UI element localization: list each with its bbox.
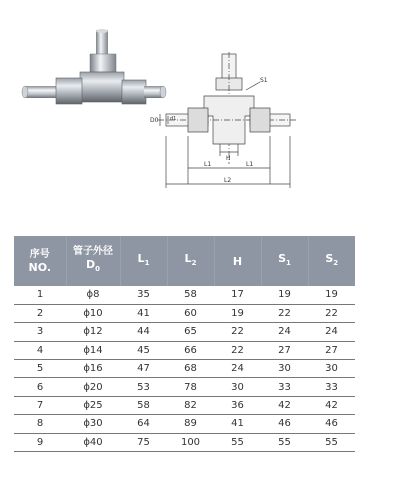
label-s1: S1: [260, 77, 268, 84]
header-l2-sub: 2: [191, 259, 197, 268]
table-header-row: [14, 236, 355, 286]
cell-l2: 60: [167, 304, 214, 322]
cell-d: ϕ25: [66, 396, 120, 414]
label-l1-right: L1: [246, 161, 254, 168]
tee-body: [80, 72, 124, 102]
cell-s1: 24: [261, 323, 308, 341]
cell-s2: 42: [308, 396, 355, 414]
label-l2: L2: [224, 177, 232, 184]
header-d-letter: D: [85, 258, 96, 272]
label-d0: D0: [150, 117, 159, 124]
table-row: [14, 396, 355, 414]
right-nut: [122, 80, 146, 104]
cell-no: 5: [14, 360, 66, 378]
cell-l2: 100: [167, 433, 214, 451]
cell-s2: 55: [308, 433, 355, 451]
left-nut: [56, 78, 82, 104]
header-h: [214, 236, 261, 286]
header-d: [66, 236, 120, 286]
cell-h: 24: [214, 360, 261, 378]
cell-l2: 68: [167, 360, 214, 378]
cell-l2: 65: [167, 323, 214, 341]
table-row: [14, 341, 355, 359]
header-d-cn: 管子外径: [73, 246, 113, 258]
cell-l1: 41: [120, 304, 167, 322]
cell-s1: 30: [261, 360, 308, 378]
cell-s2: 24: [308, 323, 355, 341]
cell-s2: 19: [308, 286, 355, 304]
header-no-cn: 序号: [29, 249, 50, 260]
cell-no: 3: [14, 323, 66, 341]
header-h-letter: H: [232, 254, 243, 268]
cell-no: 1: [14, 286, 66, 304]
cell-d: ϕ10: [66, 304, 120, 322]
cell-d: ϕ8: [66, 286, 120, 304]
cell-l1: 58: [120, 396, 167, 414]
cell-l1: 35: [120, 286, 167, 304]
cell-d: ϕ16: [66, 360, 120, 378]
top-nut: [90, 54, 116, 72]
cell-s1: 19: [261, 286, 308, 304]
cell-l1: 45: [120, 341, 167, 359]
header-s2-sub: 2: [333, 259, 339, 268]
cell-s1: 27: [261, 341, 308, 359]
header-no: [14, 236, 66, 286]
cell-l2: 82: [167, 396, 214, 414]
cell-no: 4: [14, 341, 66, 359]
cell-d: ϕ14: [66, 341, 120, 359]
cell-s2: 46: [308, 415, 355, 433]
cell-l2: 78: [167, 378, 214, 396]
header-l2-letter: L: [184, 251, 192, 265]
cell-s1: 33: [261, 378, 308, 396]
cell-h: 36: [214, 396, 261, 414]
cell-s2: 22: [308, 304, 355, 322]
cell-h: 22: [214, 341, 261, 359]
cell-h: 30: [214, 378, 261, 396]
cell-s2: 27: [308, 341, 355, 359]
cell-no: 9: [14, 433, 66, 451]
header-s1-sub: 1: [286, 259, 291, 268]
cell-l2: 66: [167, 341, 214, 359]
tee-fitting-photo: [18, 28, 168, 128]
table-row: [14, 360, 355, 378]
table-row: [14, 433, 355, 451]
cell-no: 7: [14, 396, 66, 414]
cell-s2: 30: [308, 360, 355, 378]
cell-d: ϕ30: [66, 415, 120, 433]
cell-l2: 58: [167, 286, 214, 304]
cell-h: 19: [214, 304, 261, 322]
header-no-en: NO.: [28, 261, 51, 274]
header-l1-letter: L: [137, 251, 145, 265]
header-s1: [261, 236, 308, 286]
cell-s1: 42: [261, 396, 308, 414]
label-d1: d1: [170, 116, 177, 122]
table-row: [14, 378, 355, 396]
cell-l1: 64: [120, 415, 167, 433]
header-d-en: [67, 258, 120, 276]
table-row: [14, 304, 355, 322]
cell-s1: 46: [261, 415, 308, 433]
cell-no: 6: [14, 378, 66, 396]
table-row: [14, 415, 355, 433]
spec-table: [14, 236, 355, 452]
cell-h: 22: [214, 323, 261, 341]
cell-no: 8: [14, 415, 66, 433]
branch-pipe: [96, 30, 108, 56]
cell-no: 2: [14, 304, 66, 322]
header-l1: [120, 236, 167, 286]
cell-s1: 22: [261, 304, 308, 322]
cross-section-drawing: [148, 52, 308, 190]
table-row: [14, 286, 355, 304]
label-l1-left: L1: [204, 161, 212, 168]
cell-h: 17: [214, 286, 261, 304]
cell-d: ϕ20: [66, 378, 120, 396]
cell-s1: 55: [261, 433, 308, 451]
header-s1-letter: S: [278, 251, 287, 265]
table-row: [14, 323, 355, 341]
left-pipe: [24, 86, 58, 98]
cell-l1: 44: [120, 323, 167, 341]
cell-l2: 89: [167, 415, 214, 433]
header-d-sub: 0: [95, 265, 100, 274]
header-s2: [308, 236, 355, 286]
cell-l1: 47: [120, 360, 167, 378]
header-l2: [167, 236, 214, 286]
cell-d: ϕ40: [66, 433, 120, 451]
label-h: H: [226, 155, 231, 162]
cell-h: 41: [214, 415, 261, 433]
cell-s2: 33: [308, 378, 355, 396]
header-s2-letter: S: [325, 251, 334, 265]
cell-l1: 53: [120, 378, 167, 396]
cell-l1: 75: [120, 433, 167, 451]
cell-d: ϕ12: [66, 323, 120, 341]
cell-h: 55: [214, 433, 261, 451]
header-l1-sub: 1: [144, 259, 150, 268]
